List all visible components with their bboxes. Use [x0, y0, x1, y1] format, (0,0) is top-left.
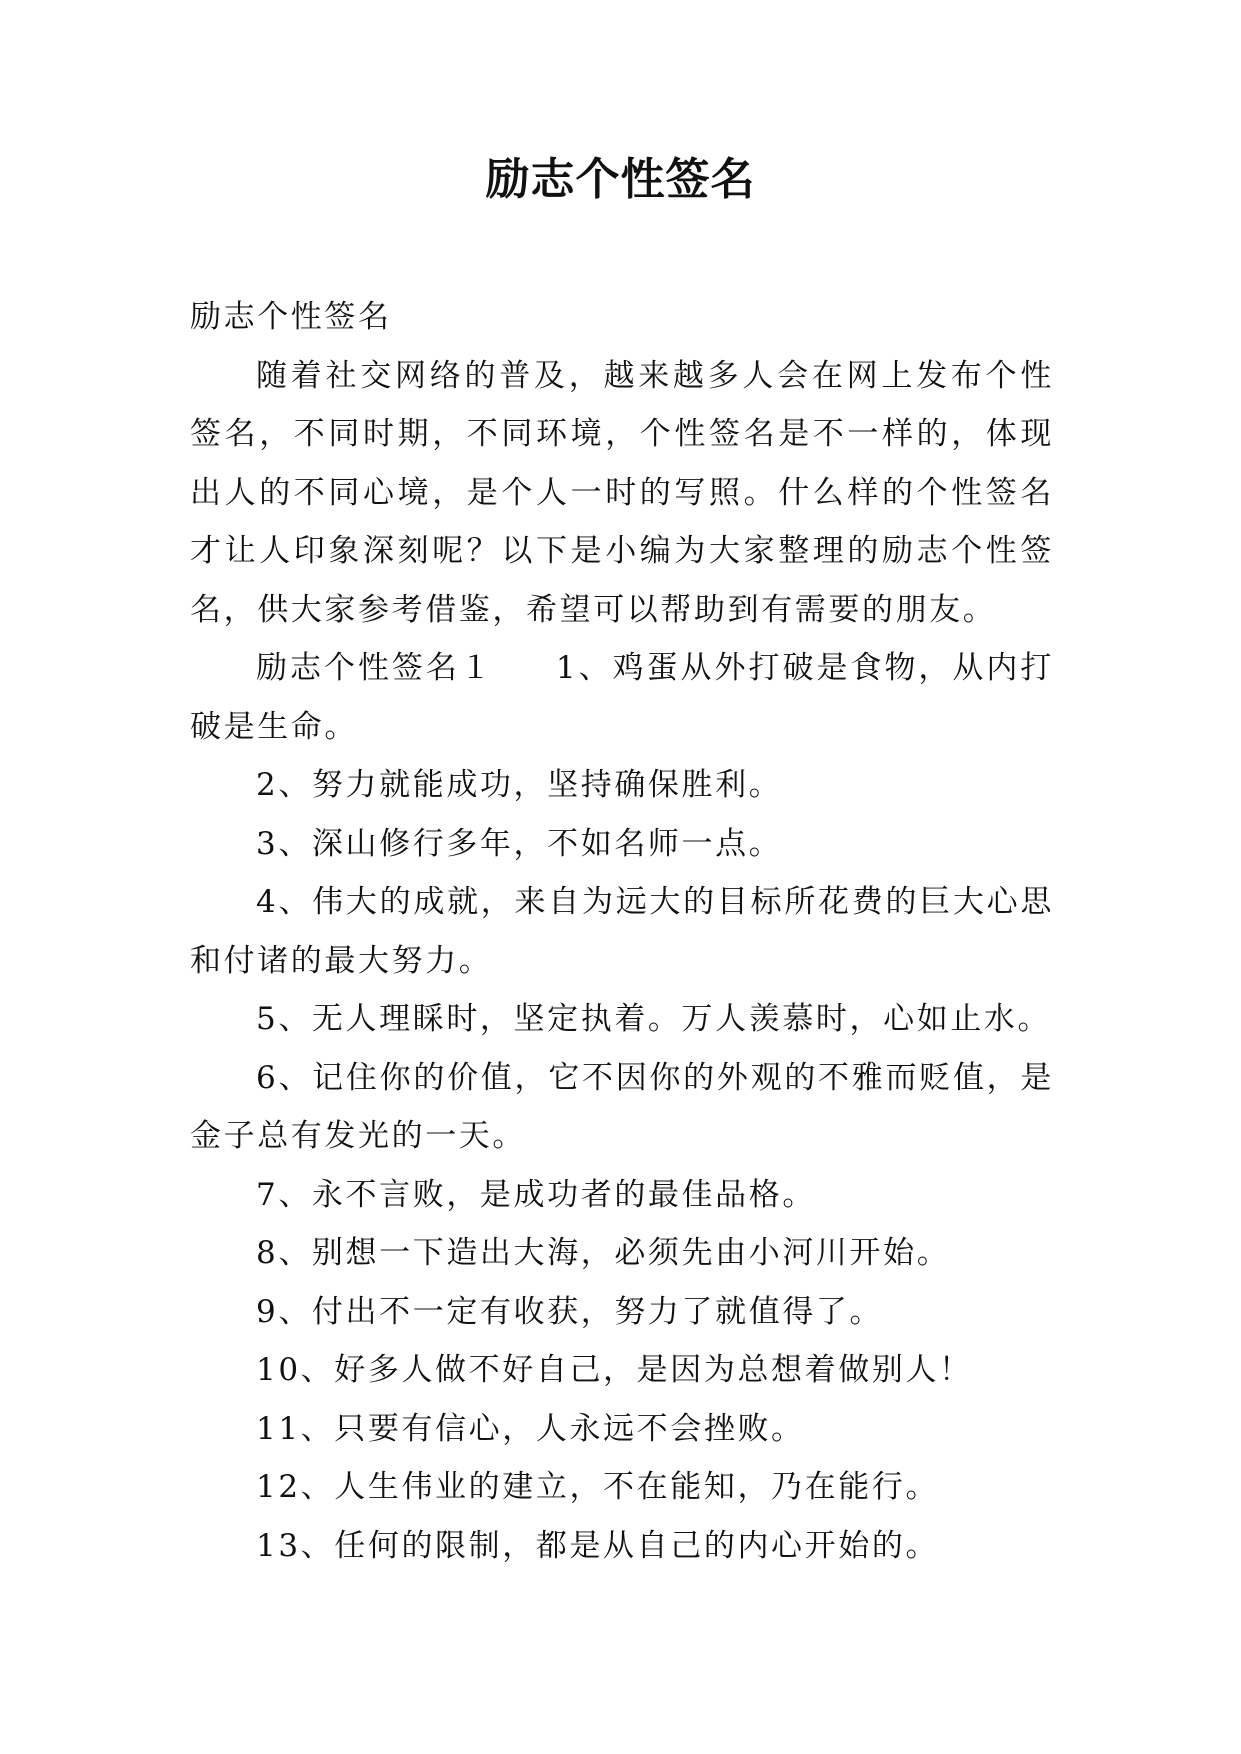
list-item: 12、人生伟业的建立，不在能知，乃在能行。: [256, 1469, 940, 1505]
heading-line: 励志个性签名: [190, 299, 392, 335]
section-first-paragraph: [190, 639, 1054, 756]
list-item: 1、鸡蛋从外打破是食物，从内打破是生命。: [190, 650, 1054, 745]
intro-paragraph: 随着社交网络的普及，越来越多人会在网上发布个性签名，不同时期，不同环境，个性签名是不一样的，体现出人的不同心境，是个人一时的写照。什么样的个性签名才让人印象深刻呢？以下是小编为大家整理的励志个性签名，供大家参考借鉴，希望可以帮助到有需要的朋友。: [190, 357, 1054, 628]
list-item: 7、永不言败，是成功者的最佳品格。: [256, 1176, 816, 1213]
list-item: 6、记住你的价值，它不因你的外观的不雅而贬值，是金子总有发光的一天。: [190, 1059, 1054, 1154]
list-item: 5、无人理睬时，坚定执着。万人羡慕时，心如止水。: [256, 1001, 1052, 1037]
list-item: 8、别想一下造出大海，必须先由小河川开始。: [256, 1235, 951, 1271]
list-item: 2、努力就能成功，坚持确保胜利。: [256, 767, 783, 803]
list-item: 13、任何的限制，都是从自己的内心开始的。: [256, 1527, 940, 1564]
section-label: 励志个性签名１: [256, 650, 494, 686]
list-item: 9、付出不一定有收获，努力了就值得了。: [256, 1293, 884, 1330]
list-item: 10、好多人做不好自己，是因为总想着做别人！: [256, 1352, 973, 1388]
list-item: 3、深山修行多年，不如名师一点。: [256, 825, 783, 862]
list-item: 11、只要有信心，人永远不会挫败。: [256, 1410, 805, 1447]
document-title: 励志个性签名: [485, 154, 756, 205]
list-item: 4、伟大的成就，来自为远大的目标所花费的巨大心思和付诸的最大努力。: [190, 884, 1054, 979]
document-body: [190, 288, 1054, 1575]
